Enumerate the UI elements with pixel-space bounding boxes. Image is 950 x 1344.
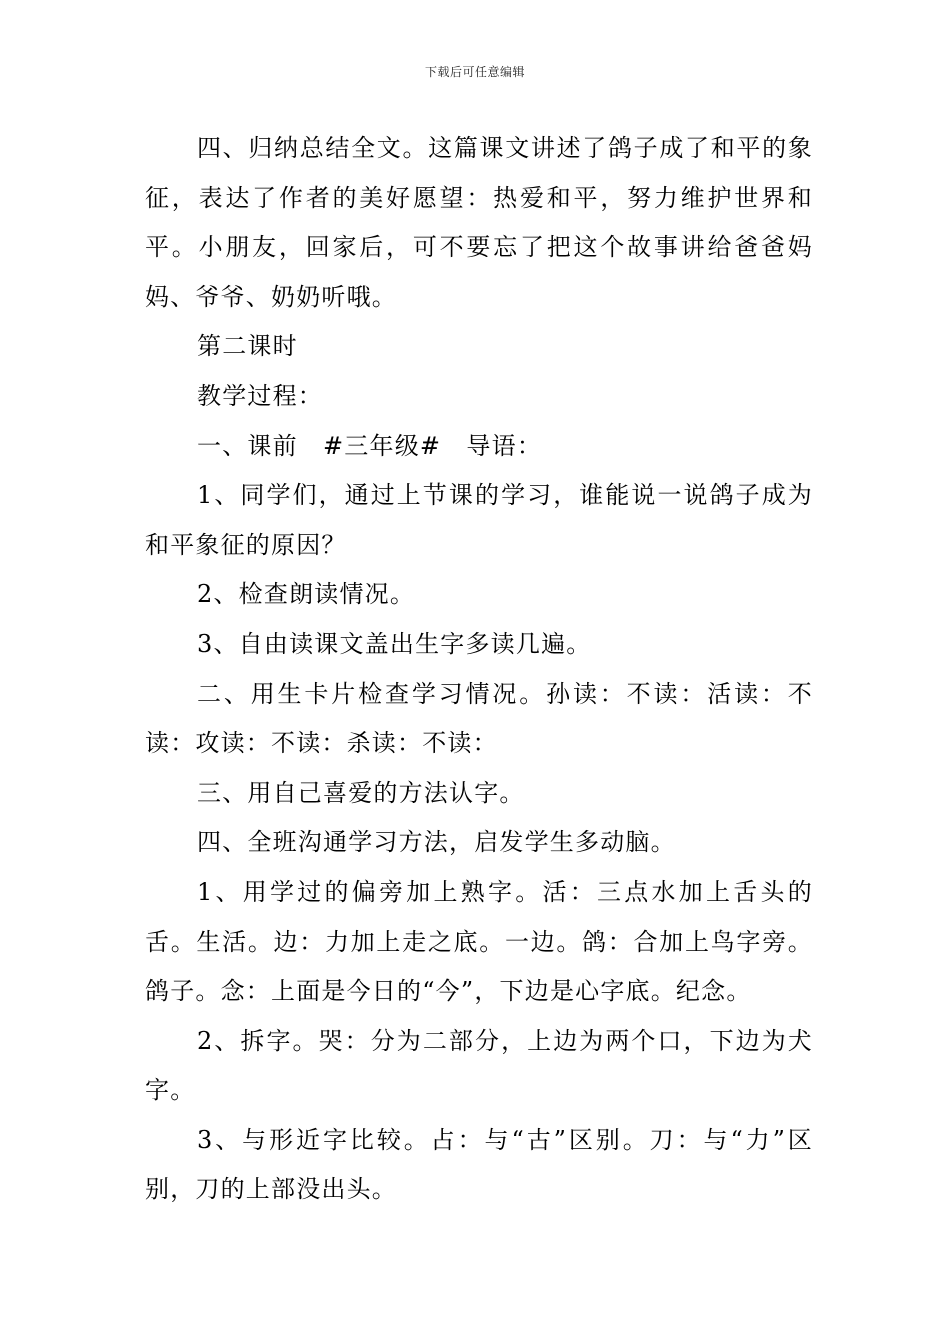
- document-body: [145, 124, 813, 1215]
- paragraph-method-split: 2、拆字。哭：分为二部分，上边为两个口，下边为犬字。: [145, 1026, 813, 1105]
- paragraph-second-lesson: 第二课时: [197, 332, 298, 361]
- paragraph-method-compare: 3、与形近字比较。占：与“古”区别。刀：与“力”区别，刀的上部没出头。: [145, 1125, 813, 1204]
- paragraph-class-discussion: 四、全班沟通学习方法，启发学生多动脑。: [197, 828, 676, 857]
- paragraph-method-radicals: 1、用学过的偏旁加上熟字。活：三点水加上舌头的舌。生活。边：力加上走之底。一边。鸽：合加上鸟字旁。鸽子。念：上面是今日的“今”，下边是心字底。纪念。: [145, 877, 813, 1006]
- paragraph-intro: 一、课前 #三年级# 导语：: [197, 431, 543, 460]
- paragraph-teaching-process: 教学过程：: [197, 381, 323, 410]
- page-header: 下载后可任意编辑: [424, 65, 525, 79]
- paragraph-item-3: 3、自由读课文盖出生字多读几遍。: [197, 629, 592, 658]
- paragraph-recognize-chars: 三、用自己喜爱的方法认字。: [197, 778, 525, 807]
- paragraph-cards-check: 二、用生卡片检查学习情况。孙读：不读：活读：不读：攻读：不读：杀读：不读：: [145, 679, 813, 758]
- paragraph-item-1: 1、同学们，通过上节课的学习，谁能说一说鸽子成为和平象征的原因？: [145, 481, 813, 559]
- paragraph-item-2: 2、检查朗读情况。: [197, 580, 416, 609]
- paragraph-summary: 四、归纳总结全文。这篇课文讲述了鸽子成了和平的象征，表达了作者的美好愿望：热爱和平，努力维护世界和平。小朋友，回家后，可不要忘了把这个故事讲给爸爸妈妈、爷爷、奶奶听哦。: [145, 134, 813, 311]
